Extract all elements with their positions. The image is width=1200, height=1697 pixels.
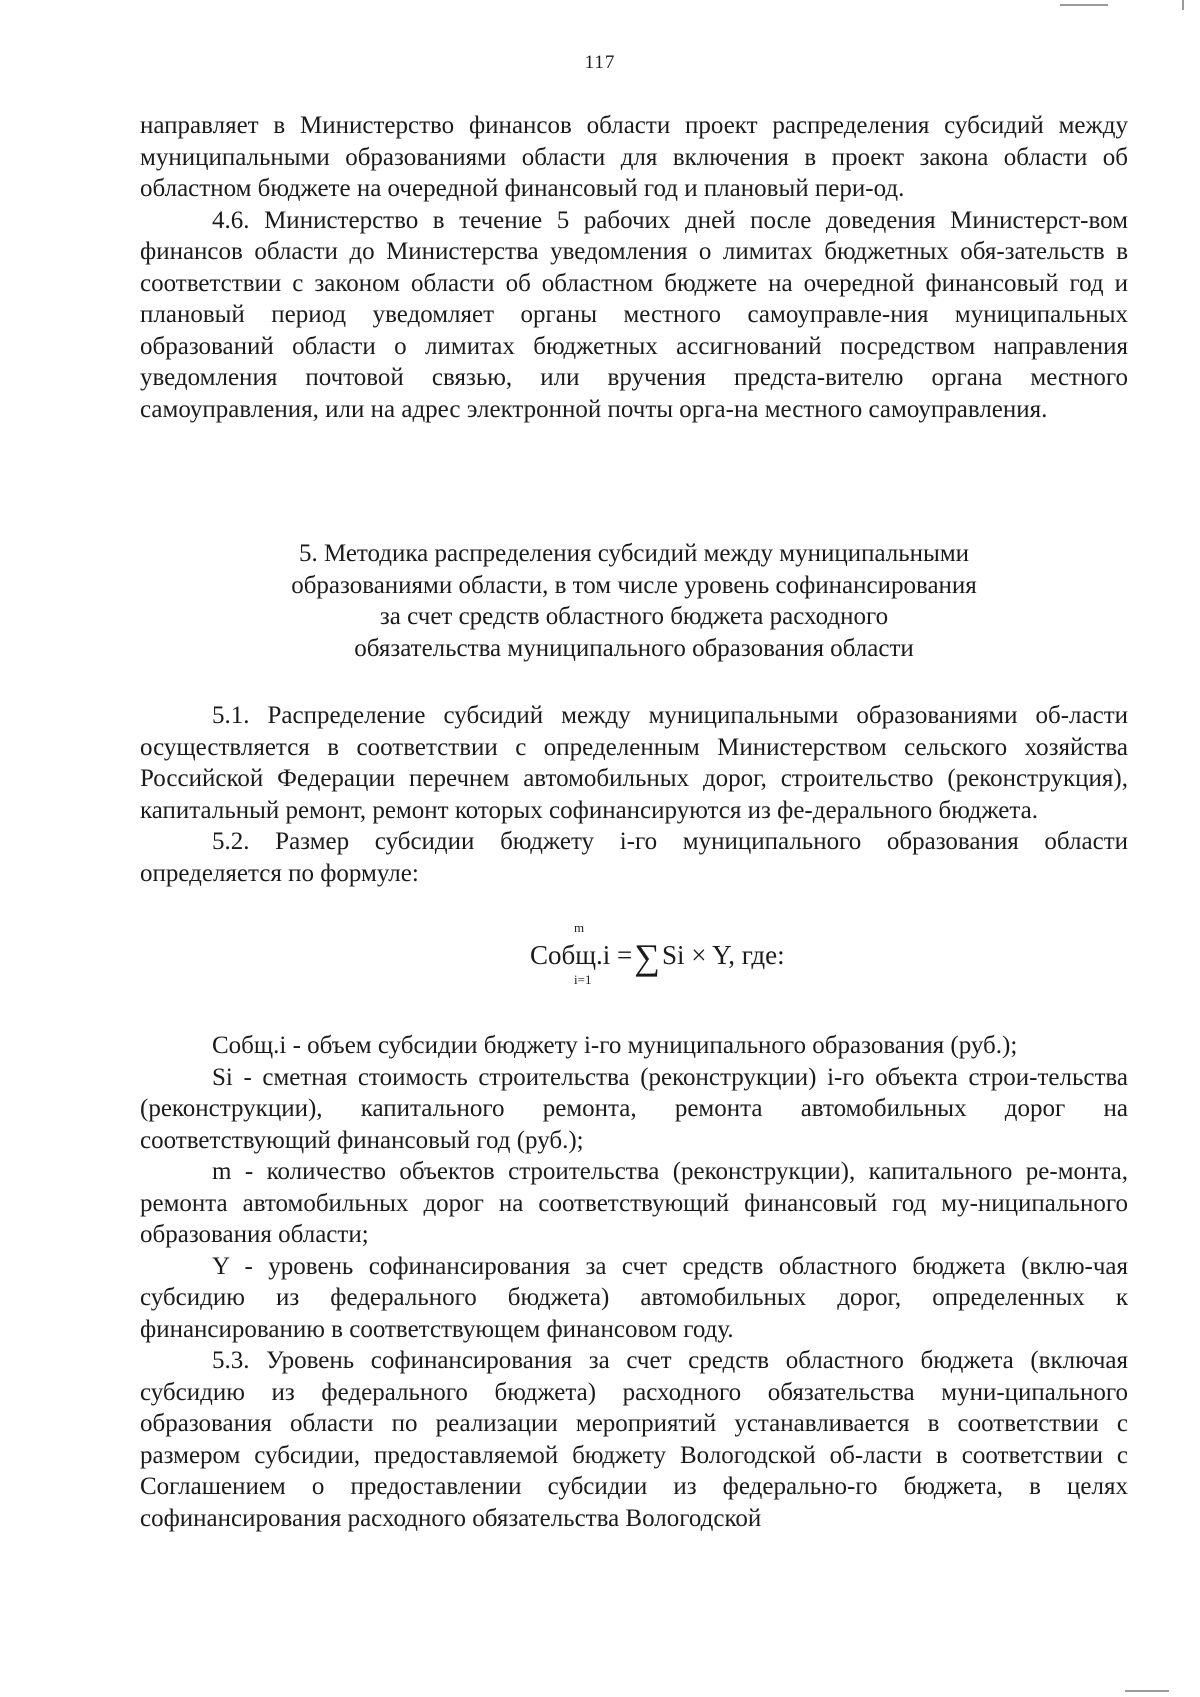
formula-rhs: Si × Y, где: xyxy=(661,940,785,970)
formula-lhs: Собщ.i = xyxy=(530,940,633,970)
text-block-middle xyxy=(140,700,1128,889)
text-block-definitions xyxy=(140,1030,1128,1534)
section-heading-line: за счет средств областного бюджета расходного xyxy=(379,603,889,630)
subsidy-formula xyxy=(530,920,850,990)
scan-edge-mark xyxy=(1182,0,1184,10)
paragraph: 4.6. Министерство в течение 5 рабочих дней после доведения Министерст-вом финансов области до Министерства уведомления о лимитах бюджетных обя-зательств в соответствии с законом области об областном бюджете на очередной финансовый год и плановый период уведомляет органы местного самоуправле-ния муниципальных образований области о лимитах бюджетных ассигнований посредством направления уведомления почтовой связью, или вручения предста-вителю органа местного самоуправления, или на адрес электронной почты орга-на местного самоуправления. xyxy=(140,206,1128,423)
scan-edge-mark xyxy=(1060,4,1108,6)
paragraph: Si - сметная стоимость строительства (реконструкции) i-го объекта строи-тельства (реконструкции), капитального ремонта, ремонта автомобильных дорог на соответствующий финансовый год (руб.); xyxy=(140,1063,1128,1154)
section-heading-line: обязательства муниципального образования области xyxy=(354,634,914,662)
section-heading xyxy=(140,538,1128,664)
sigma-icon: ∑ xyxy=(634,937,660,977)
paragraph: направляет в Министерство финансов области проект распределения субсидий между муниципальными образованиями области для включения в проект закона области об областном бюджете на очередной финансовый год и плановый пери-од. xyxy=(140,112,1128,202)
text-block-top xyxy=(140,110,1128,425)
formula-lower-limit: i=1 xyxy=(574,972,592,987)
paragraph: 5.3. Уровень софинансирования за счет средств областного бюджета (включая субсидию из федерального бюджета) расходного обязательства муни-ципального образования области по реализации мероприятий устанавливается в соответствии с размером субсидии, предоставляемой бюджету Вологодской об-ласти в соответствии с Соглашением о предоставлении субсидии из федерально-го бюджета, в целях софинансирования расходного обязательства Вологодской xyxy=(140,1347,1128,1532)
section-heading-line: 5. Методика распределения субсидий между муниципальными xyxy=(298,540,970,567)
paragraph: m - количество объектов строительства (реконструкции), капитального ре-монта, ремонта автомобильных дорог на соответствующий финансовый год му-ниципального образования области; xyxy=(140,1158,1128,1248)
formula-upper-limit: m xyxy=(574,920,585,935)
formula-expression xyxy=(530,936,785,978)
page-number: 117 xyxy=(584,52,616,73)
paragraph: Y - уровень софинансирования за счет средств областного бюджета (вклю-чая субсидию из федерального бюджета) автомобильных дорог, определенных к финансированию в соответствующем финансовом году. xyxy=(140,1252,1128,1343)
paragraph: 5.2. Размер субсидии бюджету i-го муниципального образования области определяется по формуле: xyxy=(140,828,1128,887)
scan-edge-mark xyxy=(1125,1690,1169,1692)
paragraph: 5.1. Распределение субсидий между муниципальными образованиями об-ласти осуществляется в соответствии с определенным Министерством сельского хозяйства Российской Федерации перечнем автомобильных дорог, строительство (реконструкция), капитальный ремонт, ремонт которых софинансируются из фе-дерального бюджета. xyxy=(140,702,1128,824)
paragraph: Собщ.i - объем субсидии бюджету i-го муниципального образования (руб.); xyxy=(212,1032,1018,1059)
section-heading-line: образованиями области, в том числе уровень софинансирования xyxy=(291,571,977,599)
